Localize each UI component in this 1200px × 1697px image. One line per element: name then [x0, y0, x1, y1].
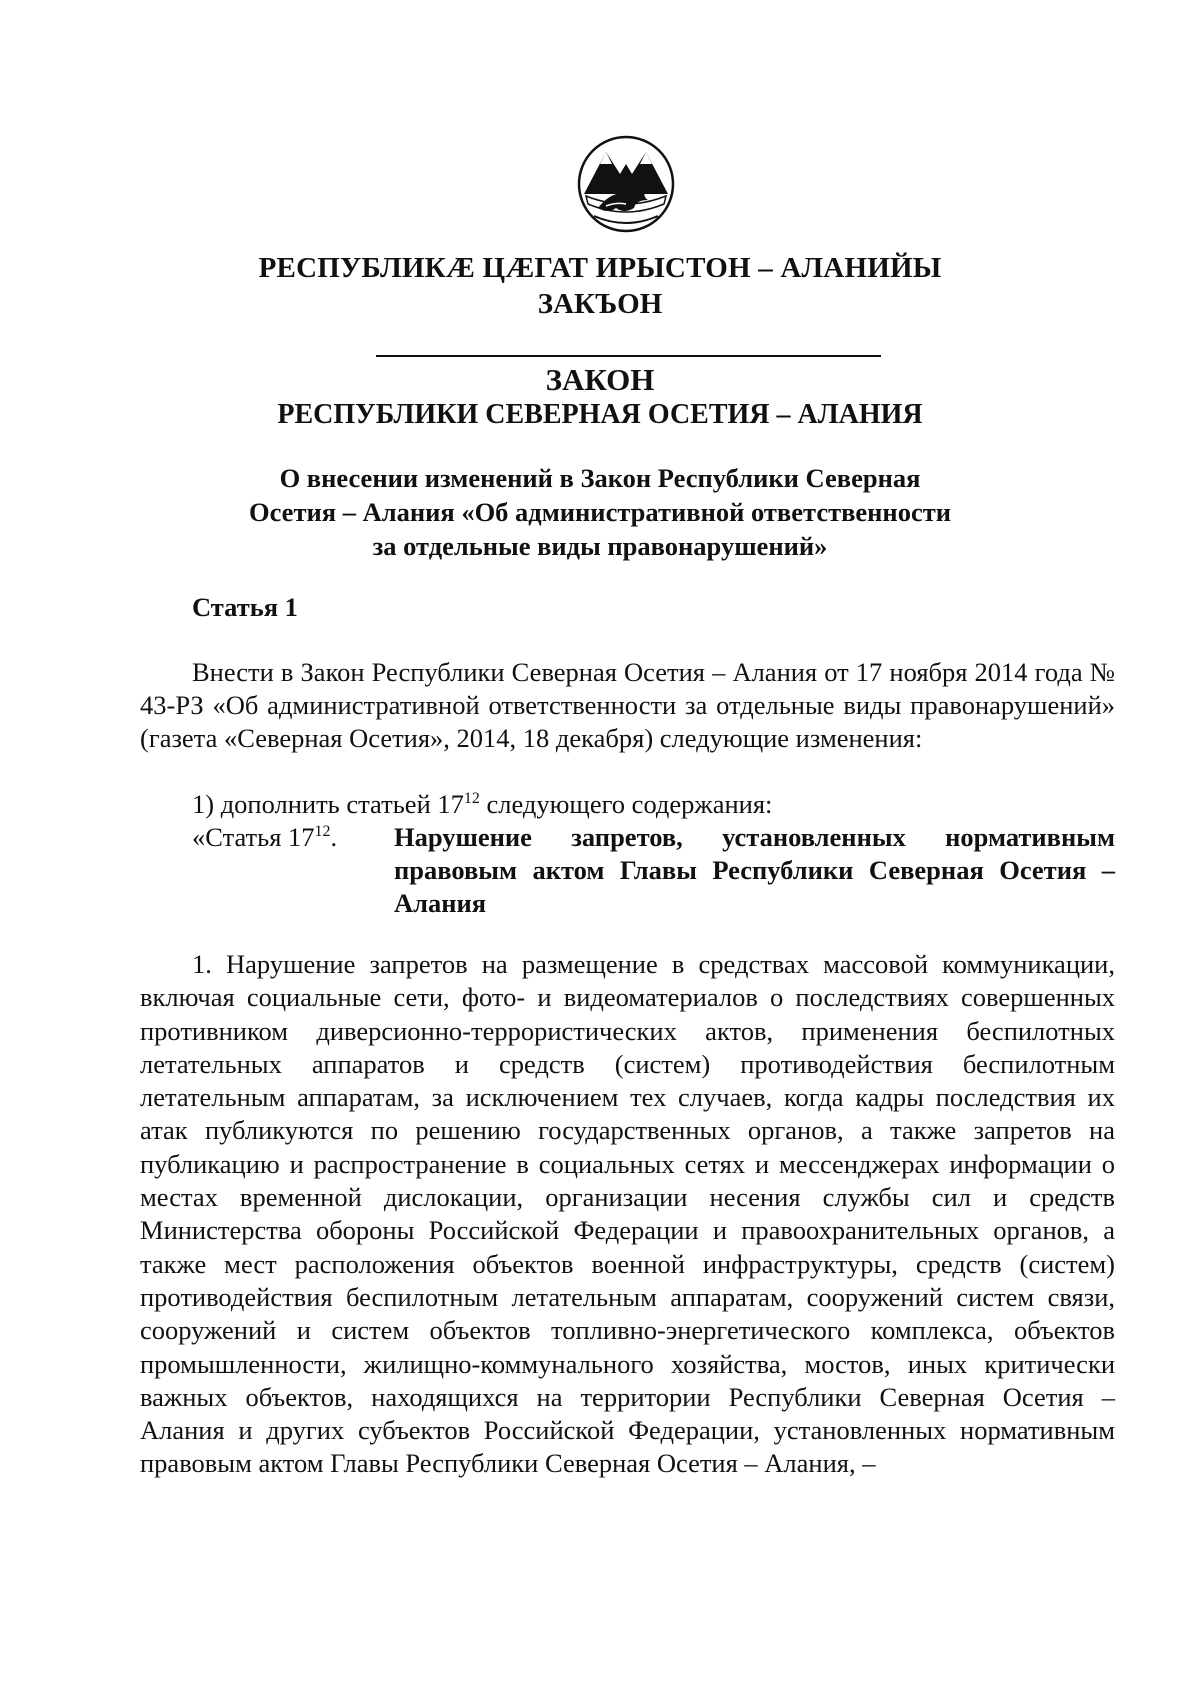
coat-of-arms-emblem-icon	[576, 134, 676, 234]
new-article-label-prefix: «Статья 17	[192, 822, 315, 852]
amendment-item-1-suffix: следующего содержания:	[479, 789, 773, 819]
law-heading: ЗАКОН	[545, 362, 655, 397]
amendment-item-1-prefix: 1) дополнить статьей 17	[192, 789, 464, 819]
ossetian-law-heading: ЗАКЪОН	[537, 288, 663, 320]
document-title-line-3: за отдельные виды правонарушений»	[372, 531, 828, 561]
amendment-item-1-superscript: 12	[463, 790, 480, 808]
article-intro-paragraph: Внести в Закон Республики Северная Осетия – Алания от 17 ноября 2014 года № 43-РЗ «Об административной ответственности за отдельные виды правонарушений» (газета «Северная Осетия», 2014, 18 декабря) следующие изменения:	[140, 657, 1115, 753]
amendment-item-1	[140, 788, 1115, 821]
new-article-label-suffix: .	[330, 822, 338, 852]
ossetian-republic-heading: РЕСПУБЛИКÆ ЦÆГАТ ИРЫСТОН – АЛАНИЙЫ	[258, 252, 942, 284]
new-article-label	[192, 821, 337, 854]
republic-heading: РЕСПУБЛИКИ СЕВЕРНАЯ ОСЕТИЯ – АЛАНИЯ	[277, 399, 923, 430]
article-heading: Статья 1	[192, 592, 298, 622]
document-title	[0, 461, 1200, 563]
document-title-line-2: Осетия – Алания «Об административной ответственности	[248, 497, 952, 527]
document-title-line-1: О внесении изменений в Закон Республики Северная	[279, 463, 921, 493]
article-paragraph-1: 1. Нарушение запретов на размещение в средствах массовой коммуникации, включая социальные сети, фото- и видеоматериалов о последствиях совершенных противником диверсионно-террористических актов, применения беспилотных летательных аппаратов и средств (систем) противодействия беспилотным летательным аппаратам, за исключением тех случаев, когда кадры последствия их атак публикуются по решению государственных органов, а также запретов на публикацию и распространение в социальных сетях и мессенджерах информации о местах временной дислокации, организации несения службы сил и средств Министерства обороны Российской Федерации и правоохранительных органов, а также мест расположения объектов военной инфраструктуры, средств (систем) противодействия беспилотным летательным аппаратам, сооружений систем связи, сооружений и систем объектов топливно-энергетического комплекса, объектов промышленности, жилищно-коммунального хозяйства, мостов, иных критически важных объектов, находящихся на территории Республики Северная Осетия – Алания и других субъектов Российской Федерации, установленных нормативным правовым актом Главы Республики Северная Осетия – Алания, –	[140, 949, 1115, 1479]
heading-divider	[376, 355, 881, 357]
new-article-title: Нарушение запретов, установленных нормативным правовым актом Главы Республики Северная Осетия – Алания	[394, 822, 1115, 918]
new-article-label-superscript: 12	[314, 823, 331, 841]
